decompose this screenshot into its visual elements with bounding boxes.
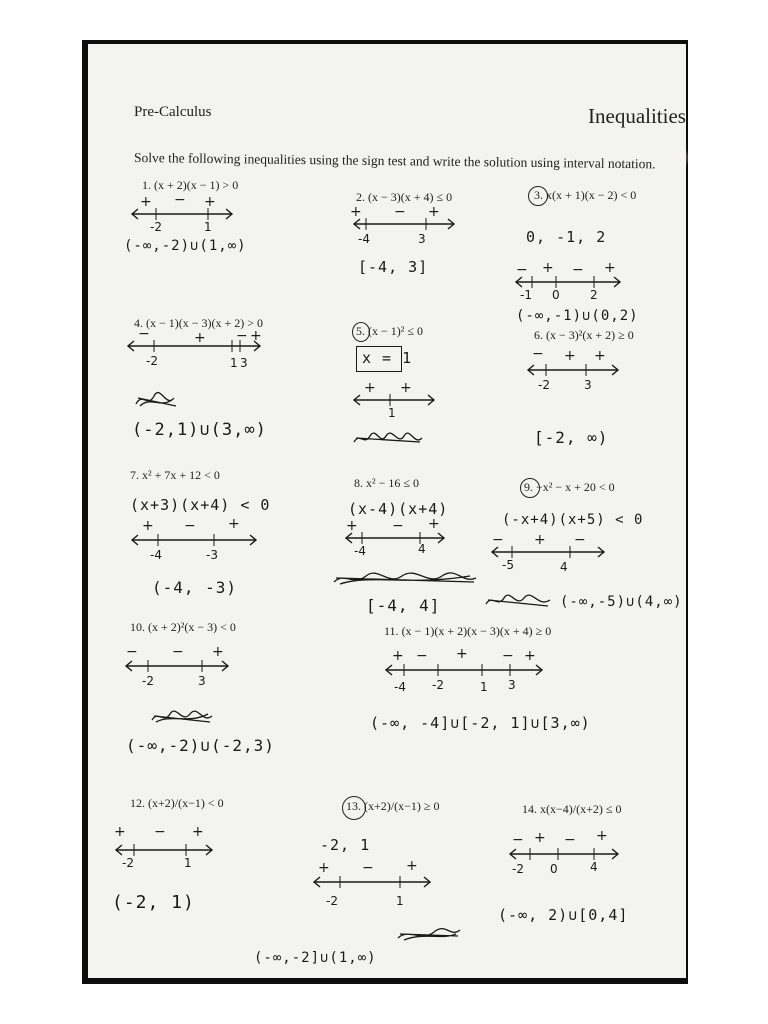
answer-1: (-∞,-2)∪(1,∞): [124, 238, 247, 254]
answer-7: (-4, -3): [152, 578, 238, 597]
problem-6: 6. (x − 3)²(x + 2) ≥ 0: [534, 328, 634, 342]
problem-1: 1. (x + 2)(x − 1) > 0: [142, 178, 239, 192]
answer-2: [-4, 3]: [358, 258, 429, 276]
problem-4: 4. (x − 1)(x − 3)(x + 2) > 0: [134, 316, 264, 330]
answer-10: (-∞,-2)∪(-2,3): [126, 736, 275, 755]
problem-12: 12. (x+2)/(x−1) < 0: [130, 796, 224, 810]
work-8: (x-4)(x+4): [348, 500, 449, 518]
problem-5: 5. (x − 1)² ≤ 0: [356, 324, 423, 338]
answer-3: (-∞,-1)∪(0,2): [516, 308, 639, 324]
crossed-out-work: [134, 390, 180, 410]
problem-9: 9. −x² − x + 20 < 0: [524, 480, 615, 494]
answer-4: (-2,1)∪(3,∞): [132, 420, 267, 440]
problem-7: 7. x² + 7x + 12 < 0: [130, 468, 220, 482]
answer-9: (-∞,-5)∪(4,∞): [560, 594, 683, 610]
work-9: (-x+4)(x+5) < 0: [502, 512, 644, 528]
course-title: Pre-Calculus: [134, 104, 212, 120]
crossed-out-work: [484, 592, 554, 612]
problem-10: 10. (x + 2)²(x − 3) < 0: [130, 620, 236, 634]
answer-6: [-2, ∞): [534, 428, 609, 447]
crossed-out-work: [394, 924, 464, 944]
problem-11: 11. (x − 1)(x + 2)(x − 3)(x + 4) ≥ 0: [384, 624, 552, 638]
work-13: -2, 1: [320, 836, 371, 854]
worksheet-page: Pre-Calculus Inequalities Solve the following inequalities using the sign test and write the solution using interval notation. 1. (x + 2)(x − 1) > 0 + − + -2 1 (-∞,-2)∪(1,∞) 2. (x − 3)(x + 4) ≤ 0 + − + -4 3 [-4, 3] 3. x(x + 1)(x − 2) < 0 0, -1, 2 − + − + -1 0 2 (-∞,-1)∪(0,2) 4. (x − 1)(x − 3)(x + 2) > 0 − + − + -2 1 3 (-2,1)∪(3,∞) 5. (x − 1)² ≤ 0 x = 1 + + 1 6. (x − 3)²(x + 2) ≥ 0 − + + -2 3 [-2, ∞) 7. x² + 7x + 12 < 0 (x+3)(x+4) < 0 + − + -4 -3 (-4, -3) 8. x² − 16 ≤ 0 (x-4)(x+4) + − + -4 4 [-4, 4] 9. −x² − x + 20 < 0 (-x+4)(x+5) < 0 − + − -5 4 (-∞,-5)∪(4,∞) 10. (x + 2)²(x − 3) < 0 − − + -2 3 (-∞,-2)∪(-2,3) 11. (x − 1)(x + 2)(x − 3)(x + 4) ≥ 0 + − + − + -4 -2 1 3 (-∞, -4]∪[-2, 1]∪[3,∞) 12. (x+2)/(x−1) < 0 + − + -2 1 (-2, 1) 13. (x+2)/(x−1) ≥ 0 -2, 1 + − + -2 1 (-∞,-2]∪(1,∞) 14. x(x−4)/(x+2) ≤ 0 − + − + -2 0 4 (-∞, 2)∪[0,4]: [88, 44, 686, 978]
answer-14: (-∞, 2)∪[0,4]: [498, 906, 629, 924]
work-3: 0, -1, 2: [526, 228, 607, 246]
work-5: x = 1: [362, 349, 413, 367]
topic-title: Inequalities: [588, 104, 686, 128]
problem-13: 13. (x+2)/(x−1) ≥ 0: [346, 799, 440, 813]
problem-3: 3. x(x + 1)(x − 2) < 0: [534, 188, 637, 202]
number-line-11: [382, 660, 546, 680]
instructions: Solve the following inequalities using the sign test and write the solution using interval notation.: [133, 150, 656, 172]
answer-12: (-2, 1): [112, 892, 195, 913]
problem-8: 8. x² − 16 ≤ 0: [354, 476, 419, 490]
crossed-out-work: [330, 568, 480, 590]
answer-11: (-∞, -4]∪[-2, 1]∪[3,∞): [370, 714, 591, 732]
crossed-out-work: [150, 708, 214, 728]
crossed-out-work: [352, 430, 424, 448]
answer-8: [-4, 4]: [366, 596, 441, 615]
work-7: (x+3)(x+4) < 0: [130, 496, 271, 514]
answer-13: (-∞,-2]∪(1,∞): [254, 950, 377, 966]
problem-14: 14. x(x−4)/(x+2) ≤ 0: [522, 802, 622, 816]
problem-2: 2. (x − 3)(x + 4) ≤ 0: [356, 190, 453, 204]
